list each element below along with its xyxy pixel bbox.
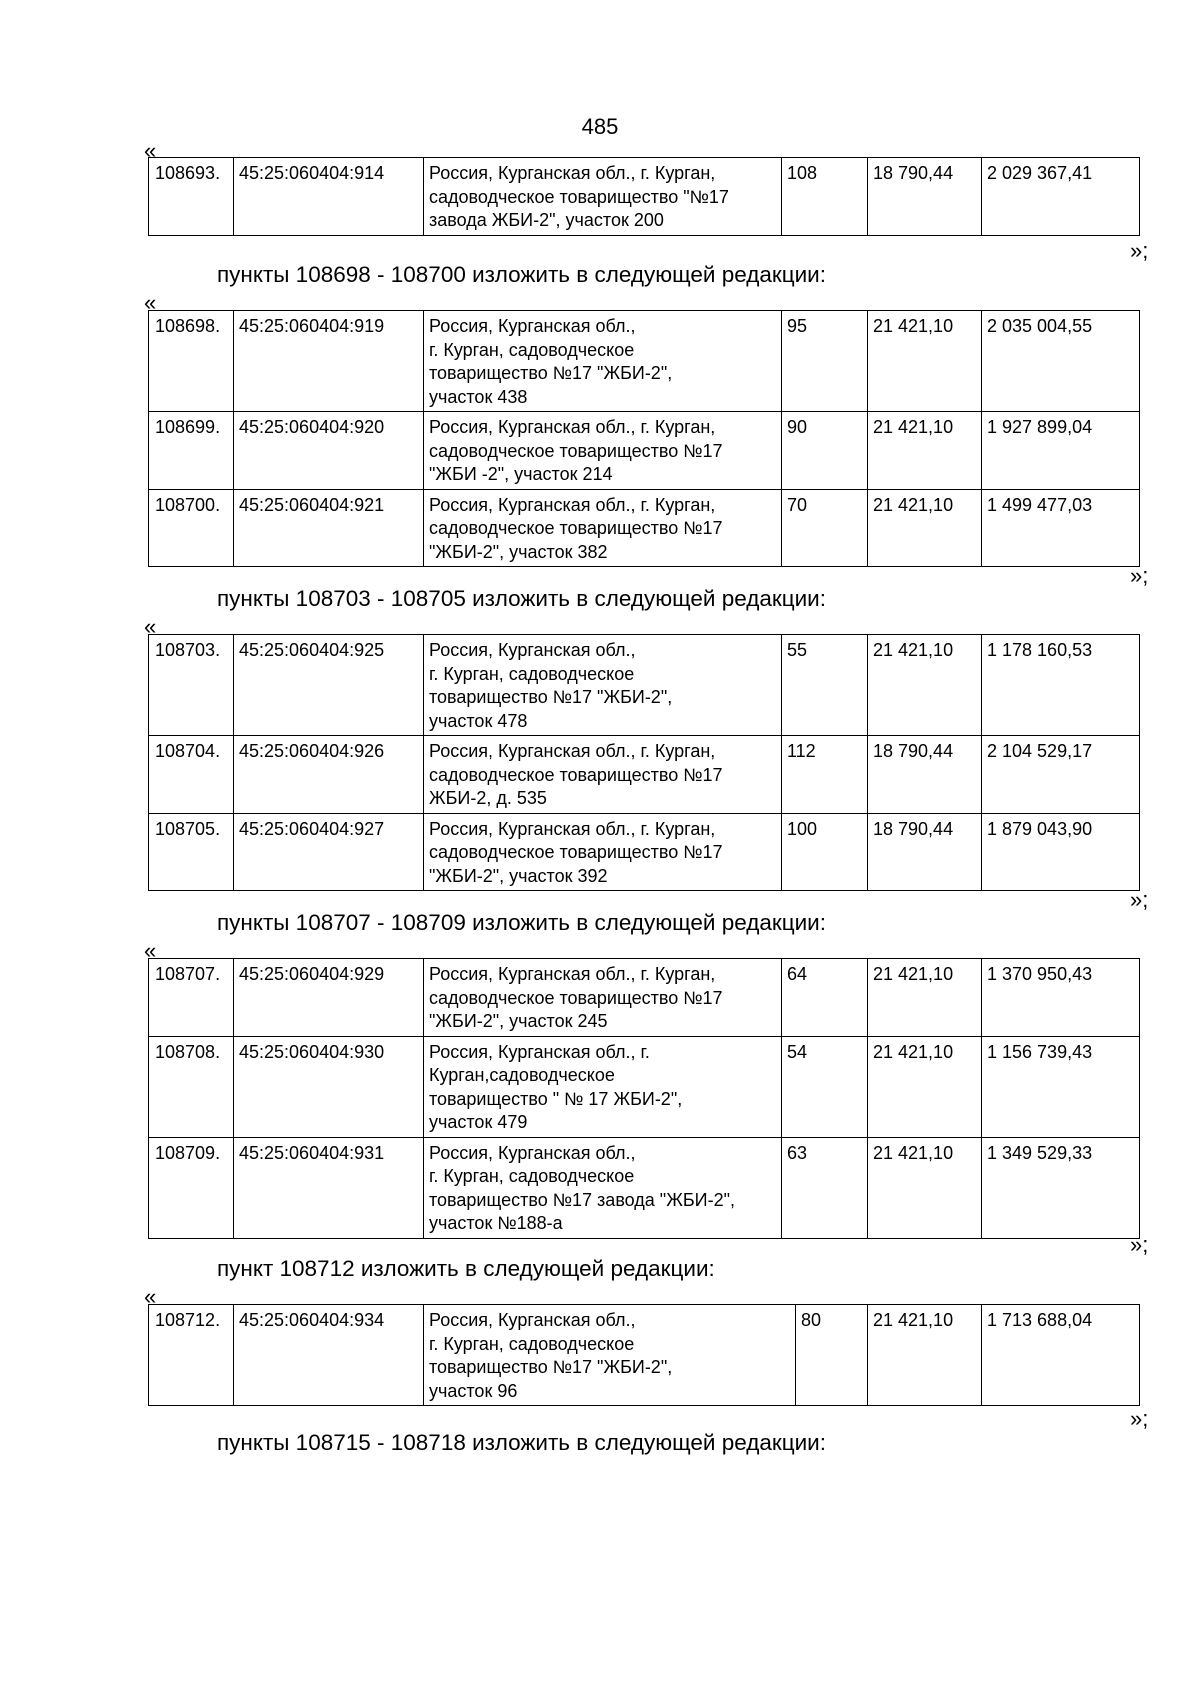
address-line: Россия, Курганская обл., г. Курган,: [429, 417, 716, 437]
table-row: [149, 813, 1140, 891]
register-table: [148, 310, 1140, 567]
table-row: [149, 959, 1140, 1037]
address-line: г. Курган, садоводческое: [429, 1333, 635, 1354]
table-row: [149, 489, 1140, 567]
cadastral-number-cell: 45:25:060404:921: [234, 489, 424, 567]
address-cell: [424, 736, 782, 814]
rate-cell: 21 421,10: [868, 412, 982, 490]
item-number-cell: 108709.: [149, 1137, 234, 1238]
rate-cell: 21 421,10: [868, 311, 982, 412]
address-line: участок 438: [429, 386, 528, 407]
cadastral-number-cell: 45:25:060404:920: [234, 412, 424, 490]
area-cell: 95: [782, 311, 868, 412]
cadastral-value-cell: 1 178 160,53: [982, 635, 1140, 736]
item-number-cell: 108700.: [149, 489, 234, 567]
address-line: товарищество №17 "ЖБИ-2",: [429, 687, 673, 707]
address-line: товарищество №17 "ЖБИ-2",: [429, 363, 673, 383]
area-cell: 54: [782, 1036, 868, 1137]
address-line: "ЖБИ-2", участок 392: [429, 865, 608, 886]
cadastral-value-cell: 1 713 688,04: [982, 1305, 1140, 1406]
cadastral-number-cell: 45:25:060404:929: [234, 959, 424, 1037]
address-line: участок 479: [429, 1112, 528, 1132]
address-cell: [424, 158, 782, 236]
address-line: Россия, Курганская обл., г. Курган,: [429, 741, 716, 761]
closing-quote: »;: [1130, 1232, 1149, 1257]
cadastral-value-cell: 1 156 739,43: [982, 1036, 1140, 1137]
address-cell: [424, 959, 782, 1037]
address-line: товарищество " № 17 ЖБИ-2",: [429, 1088, 683, 1109]
item-number-cell: 108698.: [149, 311, 234, 412]
cadastral-value-cell: 1 370 950,43: [982, 959, 1140, 1037]
item-number-cell: 108705.: [149, 813, 234, 891]
address-line: Россия, Курганская обл., г. Курган,: [429, 494, 716, 515]
register-table: [148, 958, 1140, 1239]
cadastral-number-cell: 45:25:060404:934: [234, 1305, 424, 1406]
address-line: Курган,садоводческое: [429, 1065, 615, 1085]
area-cell: 55: [782, 635, 868, 736]
address-line: участок 96: [429, 1380, 518, 1401]
address-line: Россия, Курганская обл.,: [429, 640, 636, 660]
address-cell: [424, 1036, 782, 1137]
rate-cell: 21 421,10: [868, 635, 982, 736]
area-cell: 108: [782, 158, 868, 236]
area-cell: 112: [782, 736, 868, 814]
address-line: Россия, Курганская обл.,: [429, 316, 636, 336]
cadastral-number-cell: 45:25:060404:931: [234, 1137, 424, 1238]
register-table: [148, 157, 1140, 236]
address-line: "ЖБИ-2", участок 245: [429, 1011, 608, 1031]
section-heading: пункты 108698 - 108700 изложить в следующей редакции:: [217, 262, 827, 287]
opening-quote: «: [144, 1284, 157, 1309]
address-cell: [424, 813, 782, 891]
item-number-cell: 108703.: [149, 635, 234, 736]
address-line: г. Курган, садоводческое: [429, 339, 635, 360]
address-line: г. Курган, садоводческое: [429, 663, 635, 684]
address-cell: [424, 1305, 796, 1406]
item-number-cell: 108704.: [149, 736, 234, 814]
page-number: 485: [581, 114, 619, 139]
closing-quote: »;: [1130, 238, 1149, 263]
section-heading: пункты 108715 - 108718 изложить в следующей редакции:: [217, 1430, 827, 1455]
address-line: участок 478: [429, 710, 528, 731]
rate-cell: 18 790,44: [868, 813, 982, 891]
opening-quote: «: [144, 938, 157, 963]
cadastral-value-cell: 2 029 367,41: [982, 158, 1140, 236]
cadastral-number-cell: 45:25:060404:925: [234, 635, 424, 736]
opening-quote: «: [144, 138, 157, 163]
cadastral-number-cell: 45:25:060404:926: [234, 736, 424, 814]
closing-quote: »;: [1130, 1406, 1149, 1431]
address-line: "ЖБИ -2", участок 214: [429, 464, 613, 484]
area-cell: 90: [782, 412, 868, 490]
item-number-cell: 108707.: [149, 959, 234, 1037]
section-heading: пункты 108707 - 108709 изложить в следующей редакции:: [217, 910, 827, 935]
register-table: [148, 634, 1140, 891]
cadastral-value-cell: 2 035 004,55: [982, 311, 1140, 412]
cadastral-value-cell: 1 879 043,90: [982, 813, 1140, 891]
address-line: завода ЖБИ-2", участок 200: [429, 210, 664, 230]
area-cell: 100: [782, 813, 868, 891]
cadastral-number-cell: 45:25:060404:914: [234, 158, 424, 236]
closing-quote: »;: [1130, 563, 1149, 588]
address-line: Россия, Курганская обл., г. Курган,: [429, 818, 716, 839]
address-line: г. Курган, садоводческое: [429, 1166, 635, 1186]
area-cell: 63: [782, 1137, 868, 1238]
rate-cell: 18 790,44: [868, 736, 982, 814]
address-line: ЖБИ-2, д. 535: [429, 788, 547, 808]
address-line: Россия, Курганская обл., г. Курган,: [429, 163, 716, 183]
closing-quote: »;: [1130, 887, 1149, 912]
item-number-cell: 108712.: [149, 1305, 234, 1406]
opening-quote: «: [144, 290, 157, 315]
address-line: Россия, Курганская обл., г.: [429, 1041, 650, 1062]
table-row: [149, 158, 1140, 236]
address-cell: [424, 311, 782, 412]
rate-cell: 21 421,10: [868, 1137, 982, 1238]
section-heading: пункт 108712 изложить в следующей редакции:: [217, 1256, 715, 1281]
rate-cell: 21 421,10: [868, 1036, 982, 1137]
register-table: [148, 1304, 1140, 1406]
table-row: [149, 1036, 1140, 1137]
cadastral-value-cell: 1 349 529,33: [982, 1137, 1140, 1238]
cadastral-number-cell: 45:25:060404:930: [234, 1036, 424, 1137]
address-line: садоводческое товарищество №17: [429, 842, 723, 862]
table-row: [149, 1137, 1140, 1238]
address-cell: [424, 489, 782, 567]
rate-cell: 18 790,44: [868, 158, 982, 236]
rate-cell: 21 421,10: [868, 1305, 982, 1406]
address-cell: [424, 412, 782, 490]
rate-cell: 21 421,10: [868, 959, 982, 1037]
table-row: [149, 736, 1140, 814]
address-line: садоводческое товарищество №17: [429, 987, 723, 1008]
table-row: [149, 412, 1140, 490]
cadastral-number-cell: 45:25:060404:919: [234, 311, 424, 412]
address-line: Россия, Курганская обл., г. Курган,: [429, 964, 716, 984]
cadastral-value-cell: 1 499 477,03: [982, 489, 1140, 567]
opening-quote: «: [144, 614, 157, 639]
cadastral-value-cell: 2 104 529,17: [982, 736, 1140, 814]
cadastral-value-cell: 1 927 899,04: [982, 412, 1140, 490]
area-cell: 80: [796, 1305, 868, 1406]
section-heading: пункты 108703 - 108705 изложить в следующей редакции:: [217, 586, 827, 611]
address-line: "ЖБИ-2", участок 382: [429, 541, 608, 562]
item-number-cell: 108699.: [149, 412, 234, 490]
item-number-cell: 108708.: [149, 1036, 234, 1137]
rate-cell: 21 421,10: [868, 489, 982, 567]
address-line: товарищество №17 завода "ЖБИ-2",: [429, 1189, 735, 1210]
item-number-cell: 108693.: [149, 158, 234, 236]
table-row: [149, 311, 1140, 412]
address-line: садоводческое товарищество №17: [429, 518, 723, 538]
address-line: садоводческое товарищество №17: [429, 764, 723, 785]
area-cell: 64: [782, 959, 868, 1037]
address-line: садоводческое товарищество №17: [429, 440, 723, 461]
address-line: участок №188-а: [429, 1213, 563, 1233]
table-row: [149, 1305, 1140, 1406]
address-line: Россия, Курганская обл.,: [429, 1310, 636, 1330]
address-line: товарищество №17 "ЖБИ-2",: [429, 1357, 673, 1377]
cadastral-number-cell: 45:25:060404:927: [234, 813, 424, 891]
address-line: Россия, Курганская обл.,: [429, 1142, 636, 1163]
table-row: [149, 635, 1140, 736]
address-cell: [424, 635, 782, 736]
address-line: садоводческое товарищество "№17: [429, 186, 729, 207]
area-cell: 70: [782, 489, 868, 567]
address-cell: [424, 1137, 782, 1238]
